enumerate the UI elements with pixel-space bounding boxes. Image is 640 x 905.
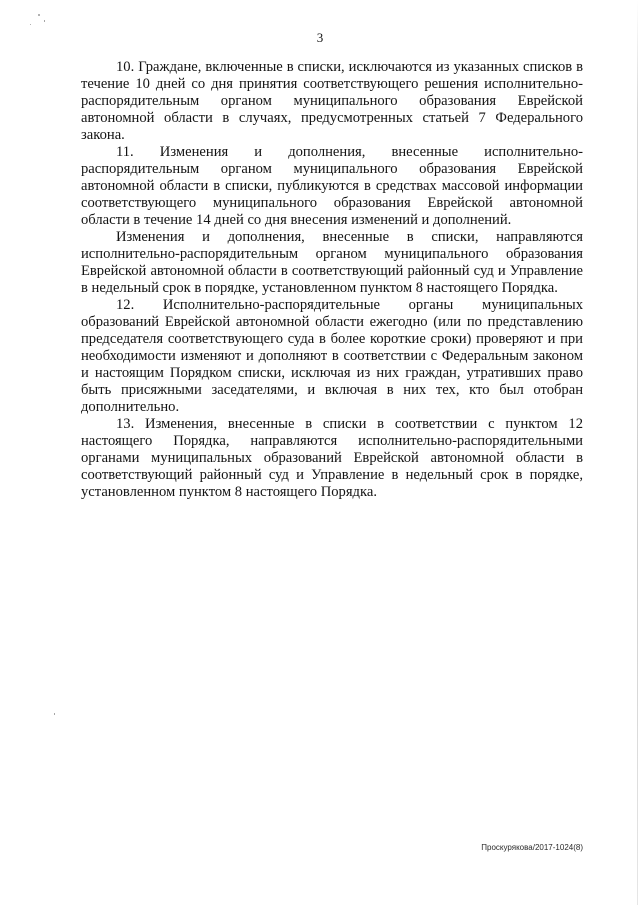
scan-speck bbox=[44, 20, 45, 22]
paragraph-item-10: 10. Граждане, включенные в списки, исключаются из указанных списков в течение 10 дней со дня принятия соответствующего решения исполнительно-распорядительным органом муниципального образования Еврейской автономной области в случаях, предусмотренных статьей 7 Федерального закона. bbox=[81, 59, 583, 143]
page-number: 3 bbox=[316, 30, 324, 45]
scan-edge-line bbox=[637, 0, 638, 905]
scan-speck bbox=[54, 713, 55, 715]
document-footer-code: Проскурякова/2017-1024(8) bbox=[481, 843, 583, 852]
paragraph-item-11: 11. Изменения и дополнения, внесенные исполнительно-распорядительным органом муниципального образования Еврейской автономной области в списки, публикуются в средствах массовой информации соответствующего муниципального образования Еврейской автономной области в течение 14 дней со дня внесения изменений и дополнений. bbox=[81, 144, 583, 228]
paragraph-item-11-continued: Изменения и дополнения, внесенные в списки, направляются исполнительно-распорядительным органом муниципального образования Еврейской автономной области в соответствующий районный суд и Управление в недельный срок в порядке, установленном пунктом 8 настоящего Порядка. bbox=[81, 229, 583, 296]
document-body bbox=[81, 59, 583, 501]
paragraph-item-13: 13. Изменения, внесенные в списки в соответствии с пунктом 12 настоящего Порядка, направляются исполнительно-распорядительными органами муниципальных образований Еврейской автономной области в соответствующий районный суд и Управление в недельный срок в порядке, установленном пунктом 8 настоящего Порядка. bbox=[81, 416, 583, 500]
scan-speck bbox=[30, 24, 31, 25]
scan-speck bbox=[38, 14, 40, 16]
paragraph-item-12: 12. Исполнительно-распорядительные органы муниципальных образований Еврейской автономной области ежегодно (или по представлению председателя соответствующего суда в более короткие сроки) проверяют и при необходимости изменяют и дополняют в соответствии с Федеральным законом и настоящим Порядком списки, исключая из них граждан, утративших право быть присяжными заседателями, и включая в них тех, кто был отобран дополнительно. bbox=[81, 297, 583, 415]
